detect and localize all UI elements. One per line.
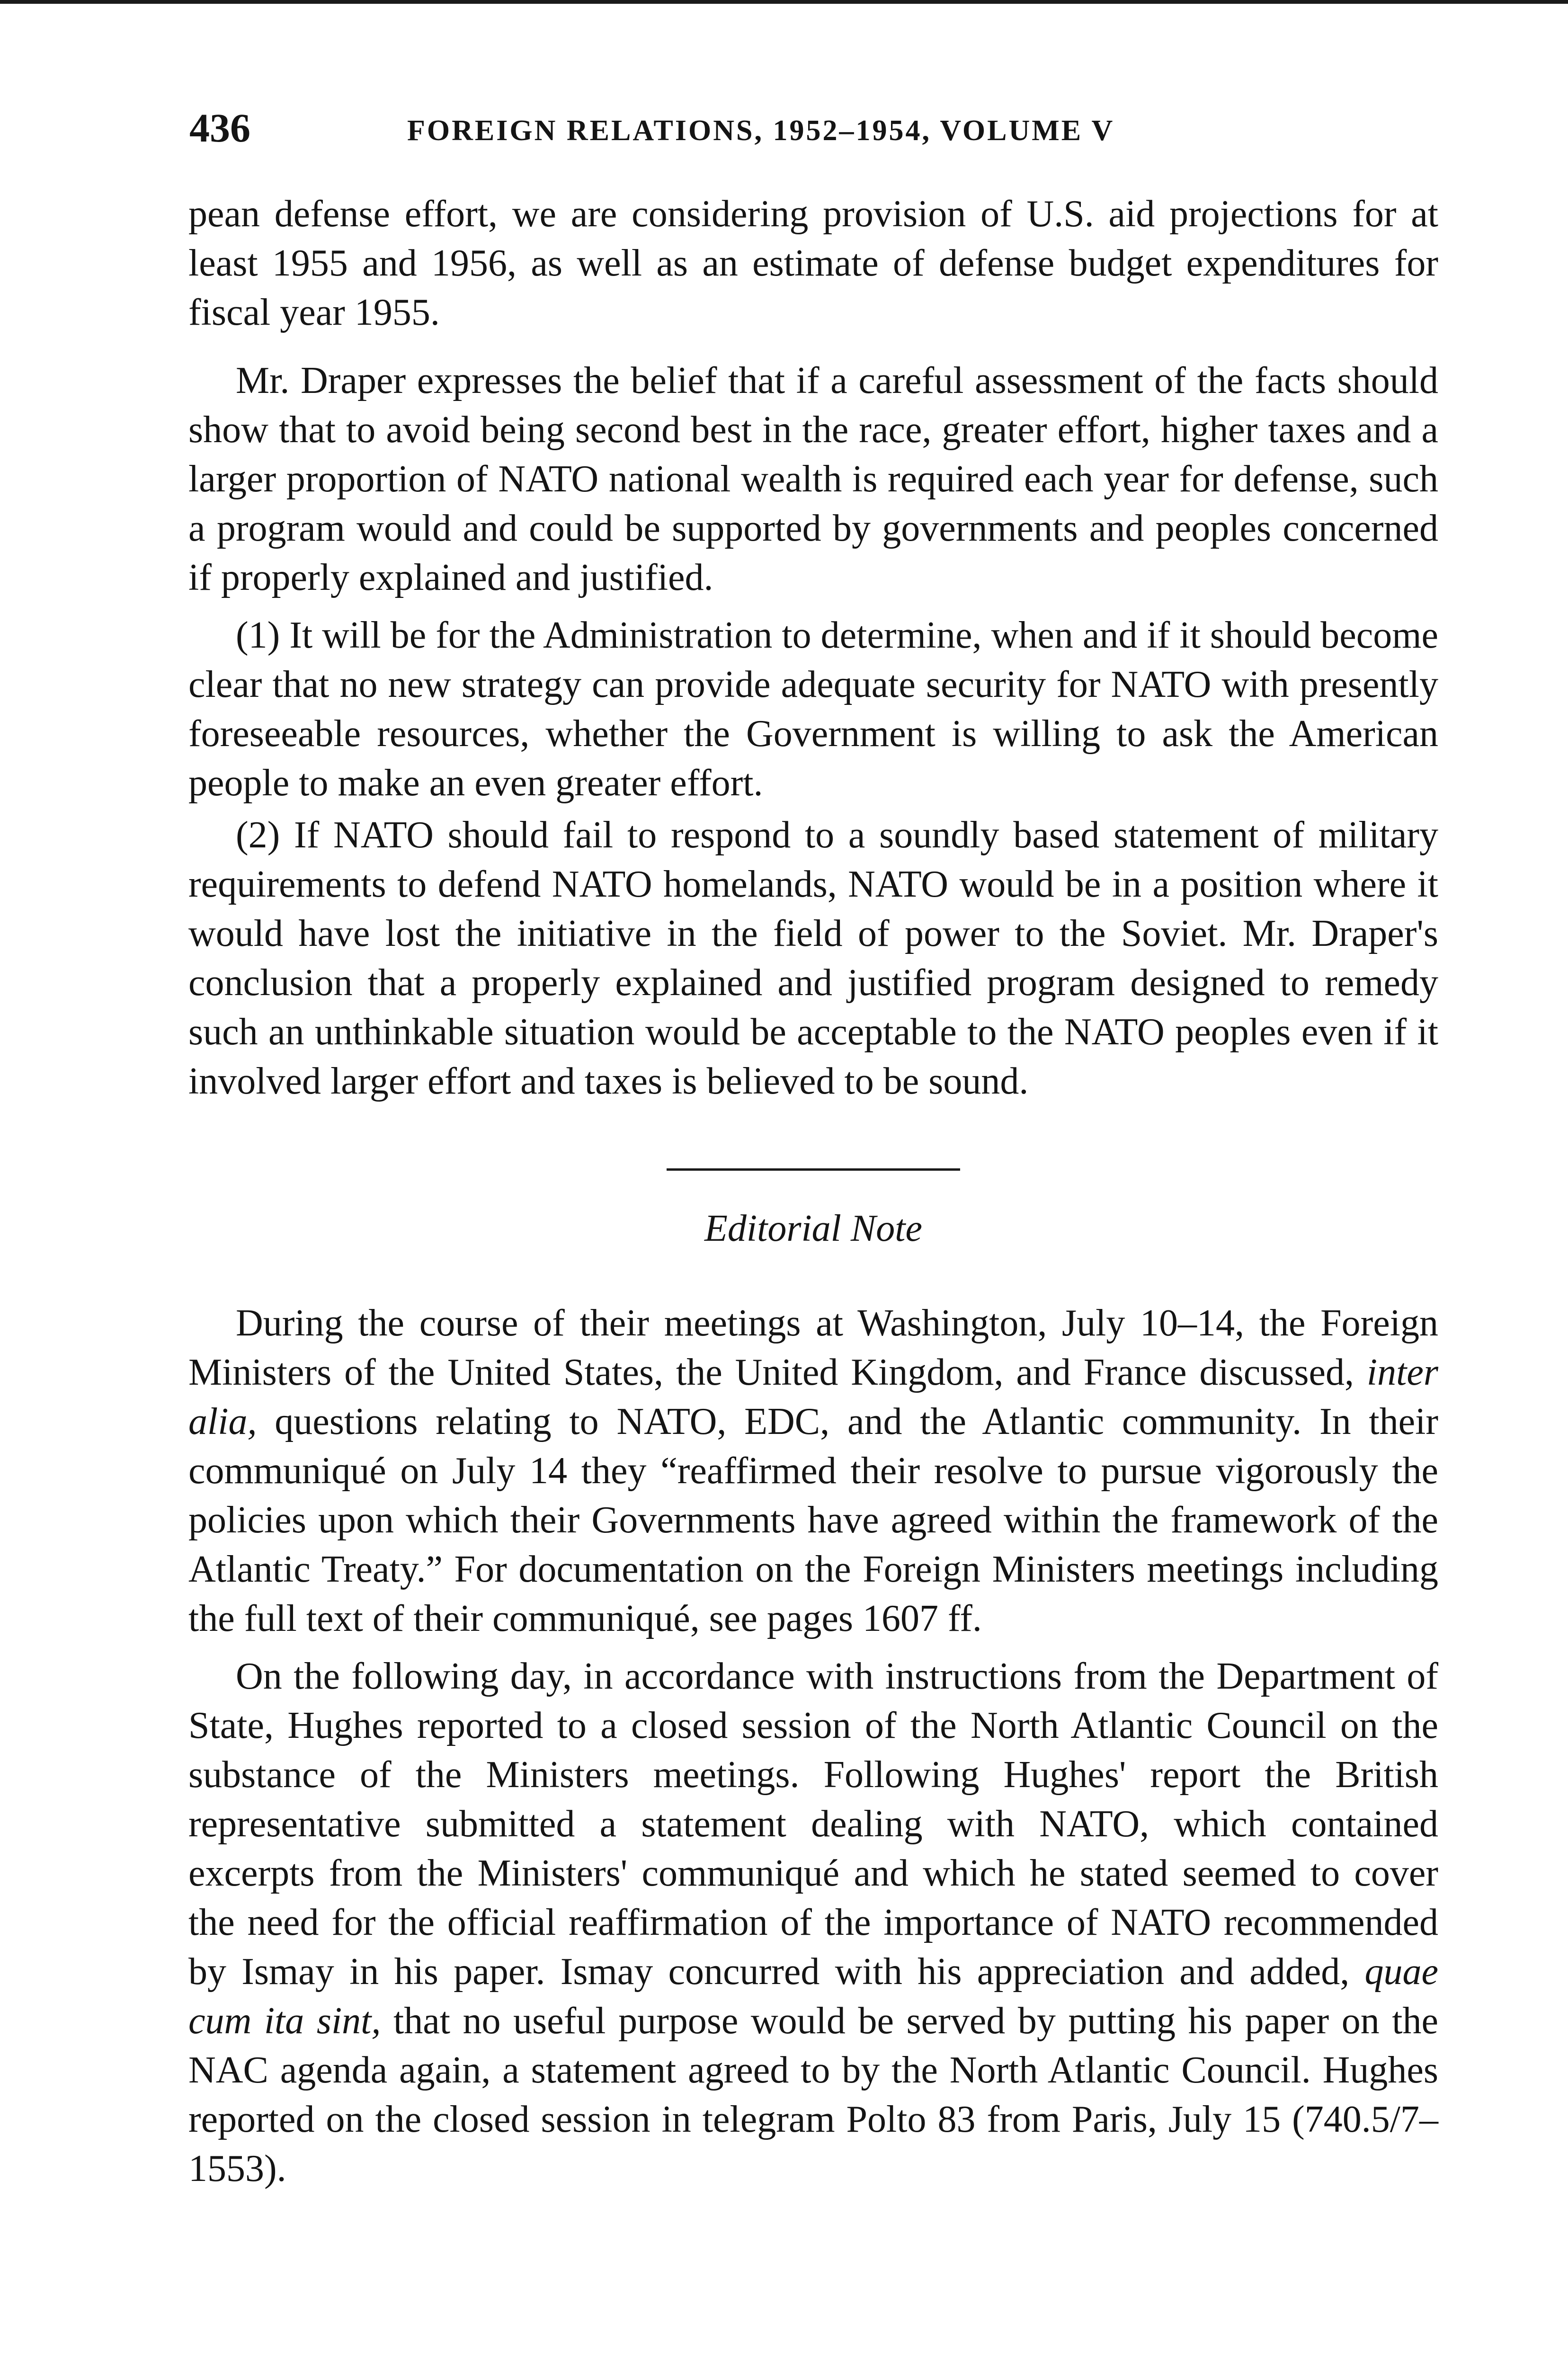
body-paragraph-2: Mr. Draper expresses the belief that if a careful assessment of the facts should show that to avoid being second best in the race, greater effort, higher taxes and a larger proportion of NATO national wealth is required each year for defense, such a program would and could be supported by governments and peoples concerned if properly explained and justified. [188, 360, 1438, 598]
page-content [188, 189, 1438, 2193]
section-divider [667, 1168, 960, 1171]
latin-phrase-inter-alia: inter alia, [188, 1352, 1438, 1442]
numbered-point-2: (2) If NATO should fail to respond to a soundly based statement of military requirements to defend NATO homelands, NATO would be in a position where it would have lost the initiative in the field of power to the Soviet. Mr. Draper's conclusion that a properly explained and justified program designed to remedy such an unthinkable situation would be acceptable to the NATO peoples even if it involved larger effort and taxes is believed to be sound. [188, 814, 1438, 1102]
running-head: FOREIGN RELATIONS, 1952–1954, VOLUME V [407, 115, 1115, 147]
editorial-note-p1-text-b: questions relating to NATO, EDC, and the Atlantic community. In their communiqué on July 14 they “reaffirmed their resolve to pursue vigorously the policies upon which their Governments have agreed within the framework of the Atlantic Treaty.” For documentation on the Foreign Ministers meetings including the full text of their communiqué, see pages 1607 ff. [188, 1401, 1438, 1639]
editorial-note-paragraph-1 [188, 1299, 1438, 1643]
page-header [189, 102, 1231, 154]
latin-phrase-quae-cum-ita-sint: quae cum ita sint, [188, 1951, 1438, 2042]
numbered-point-1: (1) It will be for the Administration to determine, when and if it should become clear that no new strategy can provide adequate security for NATO with presently foreseeable resources, whether the Government is willing to ask the American people to make an even greater effort. [188, 614, 1438, 804]
body-paragraph-1: pean defense effort, we are considering provision of U.S. aid projections for at least 1955 and 1956, as well as an estimate of defense budget expenditures for fiscal year 1955. [188, 193, 1438, 333]
editorial-note-paragraph-2 [188, 1652, 1438, 2193]
page-top-edge [0, 0, 1568, 4]
editorial-note-p2-text-b: that no useful purpose would be served by putting his paper on the NAC agenda again, a statement agreed to by the North Atlantic Council. Hughes reported on the closed session in telegram Polto 83 from Paris, July 15 (740.5/7–1553). [188, 2000, 1438, 2189]
editorial-note-title: Editorial Note [704, 1208, 922, 1249]
page-number: 436 [189, 105, 250, 151]
editorial-note-p2-text-a: On the following day, in accordance with instructions from the Department of State, Hughes reported to a closed session of the North Atlantic Council on the substance of the Ministers meetings. Following Hughes' report the British representative submitted a statement dealing with NATO, which contained excerpts from the Ministers' communiqué and which he stated seemed to cover the need for the official reaffirmation of the importance of NATO recommended by Ismay in his paper. Ismay concurred with his appreciation and added, [188, 1655, 1438, 1993]
editorial-note-p1-text-a: During the course of their meetings at Washington, July 10–14, the Foreign Ministers of the United States, the United Kingdom, and France discussed, [188, 1302, 1438, 1393]
